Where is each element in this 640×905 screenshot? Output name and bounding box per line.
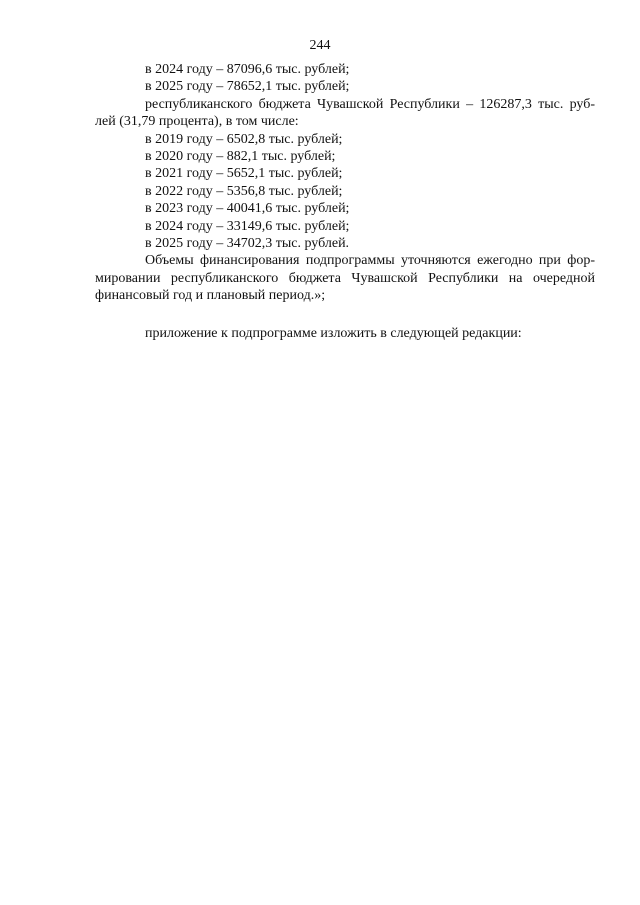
text-line-funding-note-cont: мировании республиканского бюджета Чувашской Республики на очередной [95, 270, 595, 286]
text-line-2019: в 2019 году – 6502,8 тыс. рублей; [145, 131, 343, 147]
text-line-2023: в 2023 году – 40041,6 тыс. рублей; [145, 201, 350, 217]
text-line-republican-budget: республиканского бюджета Чувашской Республики – 126287,3 тыс. руб- [145, 96, 595, 112]
text-line-republican-budget-cont: лей (31,79 процента), в том числе: [95, 114, 299, 130]
text-line-appendix-note: приложение к подпрограмме изложить в следующей редакции: [145, 325, 522, 341]
paragraph-gap [95, 305, 595, 325]
text-line-2025-federal: в 2025 году – 78652,1 тыс. рублей; [145, 79, 350, 95]
text-line-2022: в 2022 году – 5356,8 тыс. рублей; [145, 183, 343, 199]
text-line-funding-note-end: финансовый год и плановый период.»; [95, 288, 326, 304]
page-number: 244 [309, 38, 331, 53]
text-line-2024: в 2024 году – 33149,6 тыс. рублей; [145, 218, 350, 234]
document-body [95, 61, 595, 342]
text-line-2024-federal: в 2024 году – 87096,6 тыс. рублей; [145, 62, 350, 77]
text-line-funding-note: Объемы финансирования подпрограммы уточняются ежегодно при фор- [145, 253, 595, 269]
text-line-2020: в 2020 году – 882,1 тыс. рублей; [145, 149, 336, 165]
text-line-2025: в 2025 году – 34702,3 тыс. рублей. [145, 236, 350, 252]
text-line-2021: в 2021 году – 5652,1 тыс. рублей; [145, 166, 343, 182]
